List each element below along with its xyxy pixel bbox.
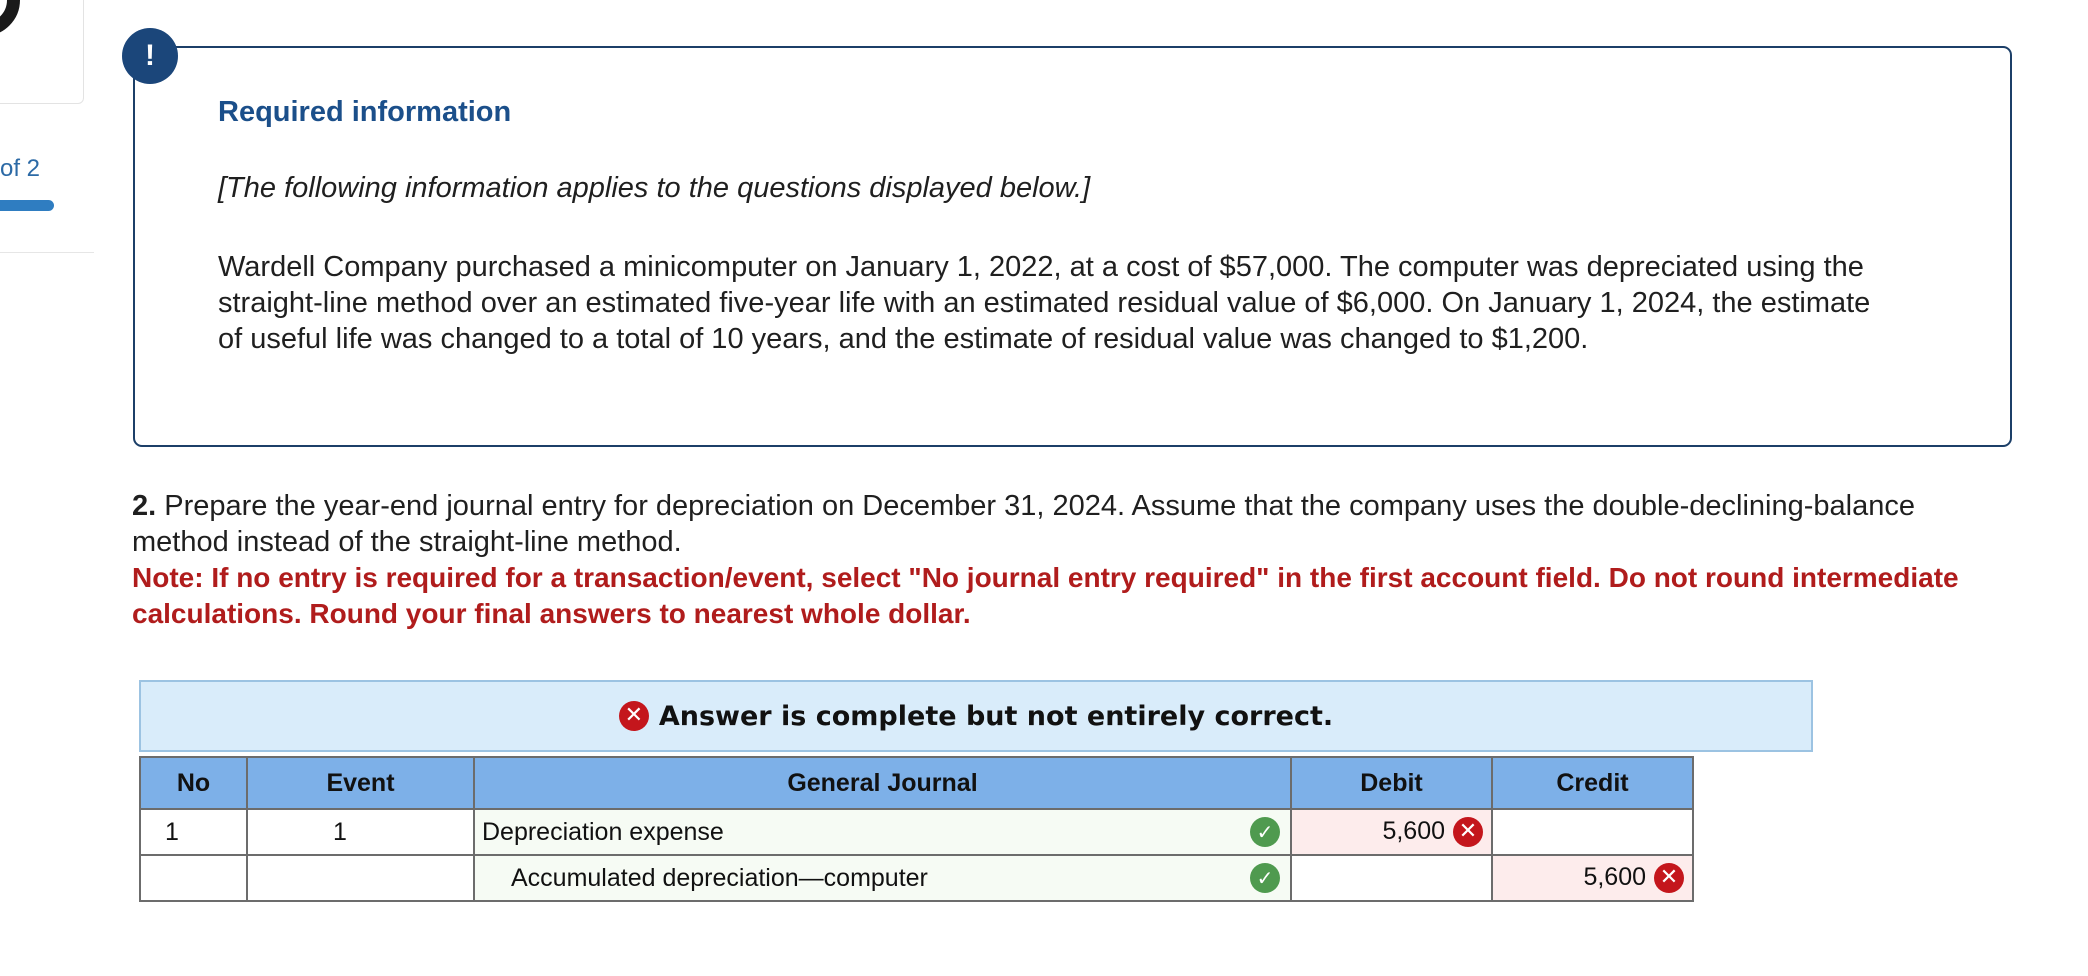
progress-bar (0, 200, 54, 211)
account-field[interactable] (474, 855, 1291, 901)
question-prompt (132, 488, 2012, 560)
required-information-title: Required information (218, 96, 512, 128)
answer-status-banner (139, 680, 1813, 752)
row-no (140, 855, 247, 901)
check-icon: ✓ (1250, 863, 1280, 893)
alert-icon: ! (122, 28, 178, 84)
information-body: Wardell Company purchased a minicomputer on January 1, 2022, at a cost of $57,000. The computer was depreciated using the straight-line method over an estimated five-year life with an estimated residual value of $6,000. On January 1, 2024, the estimate of useful life was changed to a total of 10 years, and the estimate of residual value was changed to $1,200. (218, 251, 1871, 355)
credit-value: 5,600 (1583, 862, 1646, 891)
account-field[interactable] (474, 809, 1291, 855)
debit-value: 5,600 (1382, 816, 1445, 845)
table-row (140, 809, 1693, 855)
header-event: Event (247, 757, 474, 809)
header-general-journal: General Journal (474, 757, 1291, 809)
credit-field[interactable] (1492, 855, 1693, 901)
question-nav-rail (0, 0, 95, 260)
debit-field[interactable] (1291, 855, 1492, 901)
x-icon: ✕ (619, 701, 649, 731)
x-icon: ✕ (1453, 817, 1483, 847)
information-lead: [The following information applies to the questions displayed below.] (218, 172, 1091, 204)
row-event: 1 (247, 809, 474, 855)
account-name: Depreciation expense (482, 817, 724, 846)
account-name: Accumulated depreciation—computer (511, 863, 928, 892)
answer-status-text: Answer is complete but not entirely correct. (658, 700, 1334, 732)
question-text: Prepare the year-end journal entry for depreciation on December 31, 2024. Assume that the company uses the double-declining-balance method instead of the straight-line method. (132, 490, 1915, 558)
header-no: No (140, 757, 247, 809)
question-counter: of 2 (0, 155, 41, 182)
header-credit: Credit (1492, 757, 1693, 809)
credit-field[interactable] (1492, 809, 1693, 855)
journal-entry-table (139, 756, 1694, 902)
check-icon: ✓ (1250, 817, 1280, 847)
table-header-row (140, 757, 1693, 809)
row-no: 1 (140, 809, 247, 855)
header-debit: Debit (1291, 757, 1492, 809)
question-number: 2. (132, 490, 157, 522)
debit-field[interactable] (1291, 809, 1492, 855)
question-note: Note: If no entry is required for a transaction/event, select "No journal entry required" in the first account field. Do not round intermediate calculations. Round your final answers to nearest whole dollar. (132, 562, 1959, 629)
table-row (140, 855, 1693, 901)
divider (0, 252, 94, 253)
row-event (247, 855, 474, 901)
x-icon: ✕ (1654, 863, 1684, 893)
